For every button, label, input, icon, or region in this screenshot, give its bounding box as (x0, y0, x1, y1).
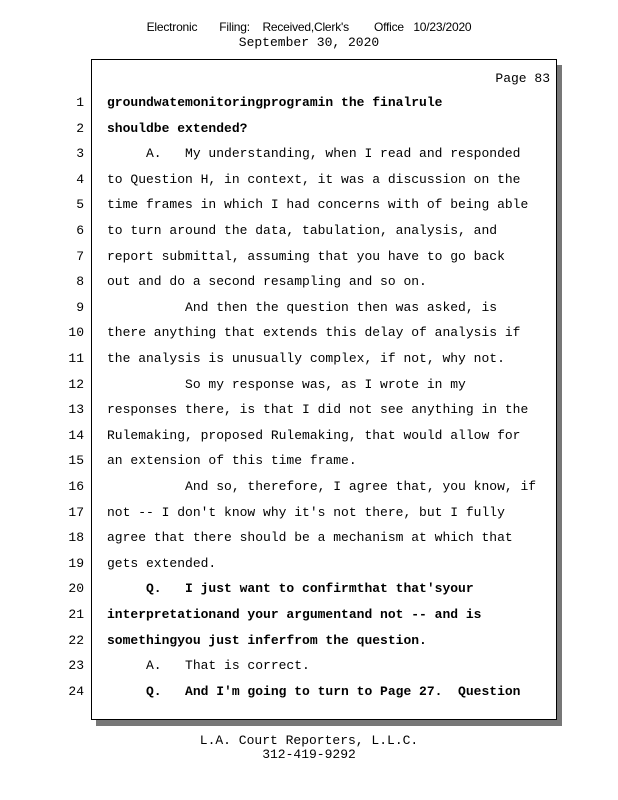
line-number: 13 (68, 402, 84, 418)
filing-date: 10/23/2020 (413, 20, 472, 34)
line-number: 9 (76, 299, 84, 315)
line-text: So my response was, as I wrote in my (107, 376, 466, 392)
line-text: time frames in which I had concerns with of being able (107, 197, 529, 213)
line-number: 15 (68, 453, 84, 469)
transcript-line (0, 325, 618, 350)
transcript-line (0, 274, 618, 299)
line-number: 16 (68, 479, 84, 494)
line-text: responses there, is that I did not see anything in the (107, 402, 529, 418)
line-text: not -- I don't know why it's not there, but I fully (107, 504, 505, 520)
transcript-line (0, 479, 618, 504)
transcript-line (0, 351, 618, 376)
footer-phone: 312-419-9292 (262, 747, 356, 762)
transcript-line (0, 607, 618, 632)
transcript-line (0, 172, 618, 197)
line-number: 11 (68, 351, 84, 366)
line-text: there anything that extends this delay of analysis if (107, 325, 521, 341)
line-number: 14 (68, 427, 84, 443)
transcript-line (0, 223, 618, 248)
line-number: 2 (76, 120, 84, 136)
line-number: 24 (68, 683, 84, 699)
transcript-line (0, 121, 618, 146)
line-text: out and do a second resampling and so on. (107, 274, 427, 290)
line-text: Q. And I'm going to turn to Page 27. Question (107, 683, 521, 699)
line-text: report submittal, assuming that you have to go back (107, 248, 505, 264)
page-number: Page 83 (495, 71, 550, 86)
line-text: groundwatemonitoringprogramin the finalrule (107, 95, 443, 110)
transcript-line (0, 95, 618, 120)
filing-office: Office (373, 20, 404, 34)
line-number: 20 (68, 581, 84, 597)
line-number: 6 (76, 223, 84, 238)
line-text: agree that there should be a mechanism at which that (107, 530, 513, 546)
transcript-line (0, 300, 618, 325)
line-text: the analysis is unusually complex, if not, why not. (107, 351, 505, 366)
filing-stamp (0, 20, 618, 34)
line-text: A. That is correct. (107, 658, 310, 674)
line-number: 12 (68, 376, 84, 392)
filing-received: Received,Clerk's (262, 20, 349, 34)
line-text: to turn around the data, tabulation, analysis, and (107, 223, 498, 238)
line-text: somethingyou just inferfrom the question. (107, 632, 427, 648)
line-number: 17 (68, 504, 84, 520)
line-text: shouldbe extended? (107, 120, 248, 136)
line-number: 22 (68, 632, 84, 648)
transcript-line (0, 556, 618, 581)
line-text: And then the question then was asked, is (107, 299, 498, 315)
transcript-line (0, 581, 618, 606)
filing-label: Filing: (219, 20, 250, 34)
line-text: interpretationand your argumentand not -- and is (107, 607, 482, 622)
line-number: 19 (68, 555, 84, 571)
line-text: Q. I just want to confirmthat that'syour (107, 581, 474, 597)
line-number: 4 (76, 171, 84, 187)
line-text: And so, therefore, I agree that, you know, if (107, 479, 537, 494)
transcript-line (0, 530, 618, 555)
line-number: 21 (68, 607, 84, 622)
transcript-line (0, 633, 618, 658)
line-number: 7 (76, 248, 84, 264)
transcript-line (0, 249, 618, 274)
transcript-line (0, 428, 618, 453)
line-number: 18 (68, 530, 84, 546)
footer-company: L.A. Court Reporters, L.L.C. (199, 733, 419, 748)
transcript-line (0, 402, 618, 427)
line-text: gets extended. (107, 555, 217, 571)
line-number: 10 (68, 325, 84, 341)
transcript-line (0, 197, 618, 222)
line-text: an extension of this time frame. (107, 453, 357, 469)
line-number: 23 (68, 658, 84, 674)
line-text: A. My understanding, when I read and responded (107, 146, 521, 162)
line-number: 5 (76, 197, 84, 213)
deposition-date: September 30, 2020 (238, 35, 380, 50)
line-text: to Question H, in context, it was a discussion on the (107, 171, 521, 187)
line-text: Rulemaking, proposed Rulemaking, that would allow for (107, 427, 521, 443)
transcript-line (0, 146, 618, 171)
transcript-line (0, 684, 618, 709)
transcript-line (0, 377, 618, 402)
line-number: 8 (76, 274, 84, 290)
transcript-line (0, 505, 618, 530)
line-number: 1 (76, 95, 84, 110)
transcript-line (0, 453, 618, 478)
line-number: 3 (76, 146, 84, 162)
transcript-line (0, 658, 618, 683)
filing-electronic: Electronic (146, 20, 198, 34)
